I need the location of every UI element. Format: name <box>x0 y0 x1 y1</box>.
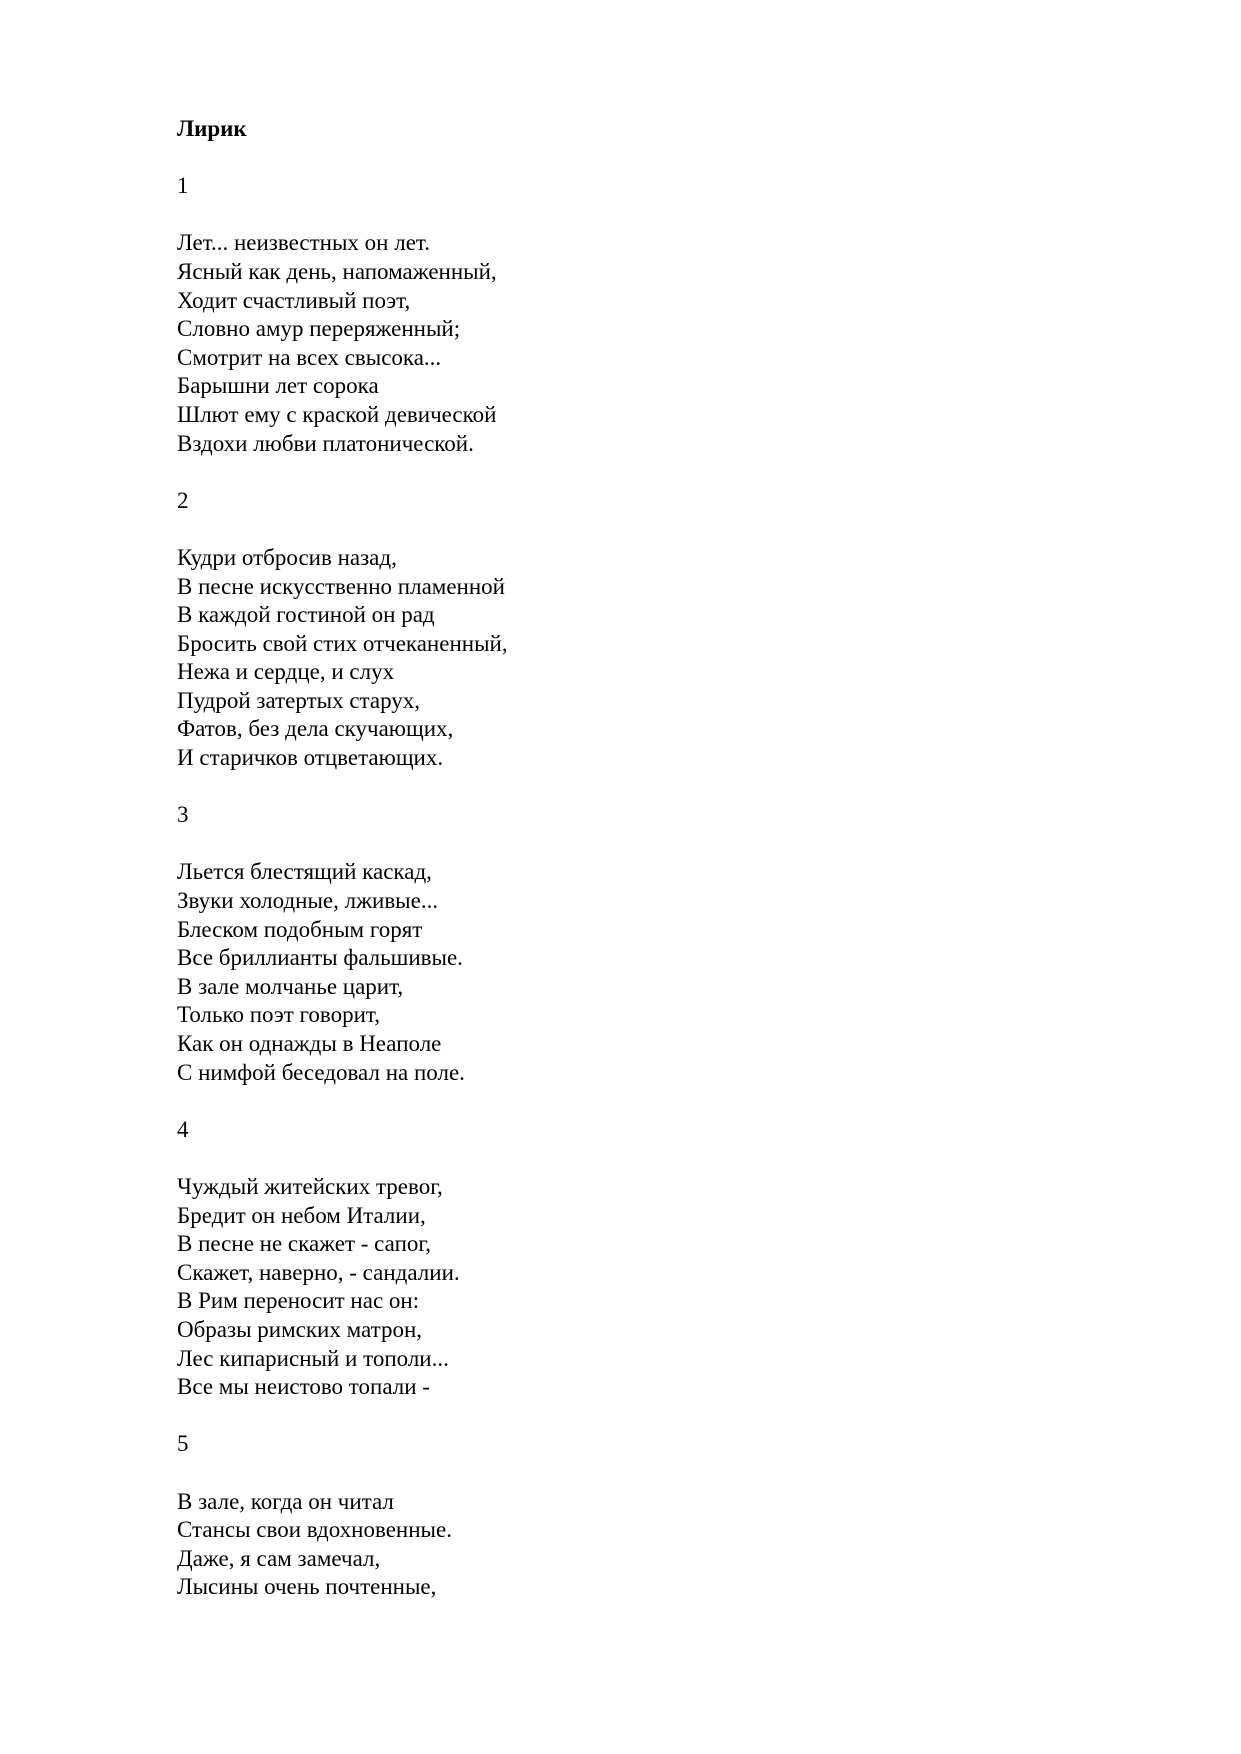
poem-title: Лирик <box>177 116 247 141</box>
poem-line: Стансы свои вдохновенные. <box>177 1517 452 1543</box>
poem-line: Словно амур переряженный; <box>177 316 461 342</box>
poem-line: Ходит счастливый поэт, <box>177 287 411 313</box>
poem-line: В Рим переносит нас он: <box>177 1288 420 1314</box>
poem-line: Смотрит на всех свысока... <box>177 344 442 370</box>
poem-line: Только поэт говорит, <box>177 1002 380 1028</box>
poem-line: Все бриллианты фальшивые. <box>177 945 463 971</box>
spacer <box>177 144 1077 173</box>
stanza <box>177 801 1077 1116</box>
stanza <box>177 172 1077 487</box>
poem-line: Барышни лет сорока <box>177 373 379 399</box>
stanza-lines <box>177 1488 1077 1602</box>
poem-line: Бросить свой стих отчеканенный, <box>177 630 508 656</box>
poem-line: В зале молчанье царит, <box>177 973 404 999</box>
poem-line: Даже, я сам замечал, <box>177 1545 381 1571</box>
spacer <box>177 1402 1077 1431</box>
poem-line: Скажет, наверно, - сандалии. <box>177 1259 460 1285</box>
poem-line: В каждой гостиной он рад <box>177 602 435 628</box>
spacer <box>177 458 1077 487</box>
poem-line: Чуждый житейских тревог, <box>177 1173 443 1199</box>
spacer <box>177 1087 1077 1116</box>
stanza <box>177 1116 1077 1431</box>
poem-line: Лес кипарисный и тополи... <box>177 1345 449 1371</box>
poem-line: Вздохи любви платонической. <box>177 430 474 456</box>
poem-line: Фатов, без дела скучающих, <box>177 716 454 742</box>
poem-line: Звуки холодные, лживые... <box>177 888 439 914</box>
stanza-number: 4 <box>177 1116 189 1142</box>
poem-body <box>177 115 1077 1602</box>
spacer <box>177 201 1077 230</box>
poem-line: Бредит он небом Италии, <box>177 1202 426 1228</box>
poem-line: И старичков отцветающих. <box>177 745 444 771</box>
stanza-lines <box>177 544 1077 773</box>
spacer <box>177 515 1077 544</box>
poem-line: В зале, когда он читал <box>177 1488 394 1514</box>
stanza-lines <box>177 229 1077 458</box>
poem-line: Нежа и сердце, и слух <box>177 659 395 685</box>
poem-line: Шлют ему с краской девической <box>177 401 497 427</box>
poem-line: С нимфой беседовал на поле. <box>177 1059 465 1085</box>
poem-line: Льется блестящий каскад, <box>177 859 432 885</box>
stanza <box>177 1430 1077 1602</box>
stanza <box>177 487 1077 802</box>
poem-line: Пудрой затертых старух, <box>177 687 421 713</box>
poem-line: Лет... неизвестных он лет. <box>177 230 430 256</box>
poem-line: Лысины очень почтенные, <box>177 1574 437 1600</box>
stanza-number: 2 <box>177 487 189 513</box>
poem-line: Как он однажды в Неаполе <box>177 1031 442 1056</box>
stanza-number: 3 <box>177 802 189 828</box>
stanza-lines <box>177 858 1077 1087</box>
poem-line: Образы римских матрон, <box>177 1316 423 1342</box>
poem-line: Ясный как день, напомаженный, <box>177 258 497 284</box>
spacer <box>177 830 1077 859</box>
spacer <box>177 1144 1077 1173</box>
poem-line: В песне искусственно пламенной <box>177 573 505 599</box>
stanza-number: 1 <box>177 173 189 199</box>
poem-line: Кудри отбросив назад, <box>177 544 397 570</box>
stanza-lines <box>177 1173 1077 1402</box>
spacer <box>177 1459 1077 1488</box>
poem-line: Блеском подобным горят <box>177 916 423 942</box>
stanza-number: 5 <box>177 1431 189 1457</box>
poem-line: В песне не скажет - сапог, <box>177 1231 431 1257</box>
poem-line: Все мы неистово топали - <box>177 1374 430 1400</box>
spacer <box>177 773 1077 802</box>
